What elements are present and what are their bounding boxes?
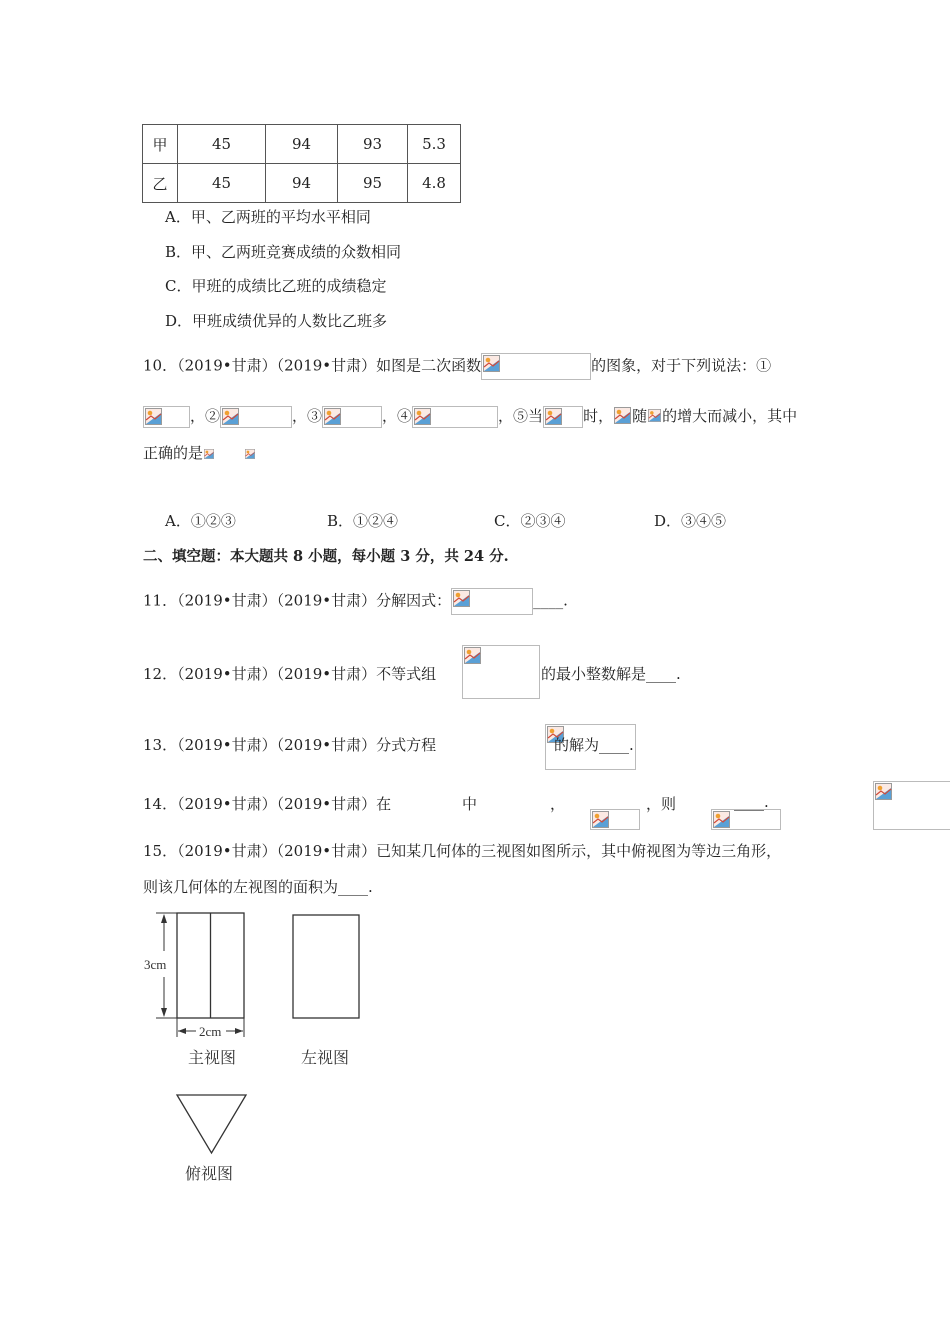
left-view bbox=[293, 915, 359, 1018]
q14-tail: ____. bbox=[734, 793, 769, 811]
broken-image-icon bbox=[713, 811, 730, 828]
formula-image bbox=[481, 353, 591, 380]
q9-option-d: D．甲班成绩优异的人数比乙班多 bbox=[165, 312, 388, 330]
three-view-figure bbox=[140, 905, 380, 1195]
table-cell: 45 bbox=[178, 125, 266, 164]
formula-image bbox=[462, 645, 540, 699]
table-cell: 95 bbox=[338, 164, 408, 203]
formula-image bbox=[873, 781, 950, 830]
q10-option-b: B．①②④ bbox=[327, 512, 399, 530]
formula-image bbox=[244, 443, 255, 465]
formula-image bbox=[412, 406, 498, 428]
section-heading: 二、填空题：本大题共 8 小题，每小题 3 分，共 24 分. bbox=[143, 548, 509, 565]
q9-option-c: C．甲班的成绩比乙班的成绩稳定 bbox=[165, 277, 387, 295]
q10-sui: 随 bbox=[632, 407, 648, 425]
q11-tail: ____. bbox=[533, 591, 568, 610]
q10-option-a: A．①②③ bbox=[165, 512, 236, 530]
front-view bbox=[156, 913, 244, 1037]
q10-tail: 的图象，对于下列说法：① bbox=[591, 356, 772, 375]
table-cell: 5.3 bbox=[408, 125, 461, 164]
table-cell: 乙 bbox=[143, 164, 178, 203]
q10-line3-text: 正确的是 bbox=[143, 444, 204, 462]
height-label: 3cm bbox=[144, 957, 167, 972]
q9-option-b: B．甲、乙两班竞赛成绩的众数相同 bbox=[165, 243, 402, 261]
table-row bbox=[143, 164, 461, 203]
q14-mid: 中 bbox=[462, 795, 478, 813]
table-row bbox=[143, 125, 461, 164]
q10-line1 bbox=[143, 353, 771, 380]
q10-line3 bbox=[143, 442, 255, 465]
broken-image-icon bbox=[145, 408, 162, 425]
q13-tail: 的解为____. bbox=[554, 736, 634, 754]
q14-lead: 14．（2019•甘肃）（2019•甘肃）在 bbox=[143, 795, 392, 813]
broken-image-icon bbox=[875, 783, 892, 800]
broken-image-icon bbox=[614, 407, 631, 424]
formula-image bbox=[590, 809, 640, 830]
broken-image-icon bbox=[545, 408, 562, 425]
q15-line1: 15．（2019•甘肃）（2019•甘肃）已知某几何体的三视图如图所示，其中俯视图为等边三角形， bbox=[143, 842, 782, 860]
q11-lead: 11．（2019•甘肃）（2019•甘肃）分解因式： bbox=[143, 591, 452, 610]
score-table bbox=[142, 124, 461, 203]
q10-sep: ，② bbox=[190, 407, 221, 425]
width-label: 2cm bbox=[199, 1024, 222, 1039]
left-view-label: 左视图 bbox=[301, 1048, 350, 1067]
table-cell: 45 bbox=[178, 164, 266, 203]
top-view bbox=[177, 1095, 246, 1153]
formula-image bbox=[613, 406, 632, 428]
formula-image bbox=[543, 406, 583, 428]
table-cell: 93 bbox=[338, 125, 408, 164]
q15-line2: 则该几何体的左视图的面积为____. bbox=[143, 878, 373, 896]
q10-sep: ，⑤当 bbox=[498, 407, 544, 425]
q10-line2 bbox=[143, 405, 797, 428]
broken-image-icon bbox=[464, 647, 481, 664]
formula-image bbox=[143, 406, 190, 428]
broken-image-icon bbox=[324, 408, 341, 425]
formula-image bbox=[711, 809, 781, 830]
broken-image-icon bbox=[204, 444, 214, 464]
broken-image-icon bbox=[483, 355, 500, 372]
broken-image-icon bbox=[245, 444, 255, 464]
formula-image bbox=[203, 443, 214, 465]
formula-image bbox=[322, 406, 382, 428]
q12-lead: 12．（2019•甘肃）（2019•甘肃）不等式组 bbox=[143, 665, 437, 683]
q13-lead: 13．（2019•甘肃）（2019•甘肃）分式方程 bbox=[143, 736, 437, 754]
q14-comma: ， bbox=[550, 795, 566, 813]
broken-image-icon bbox=[453, 590, 470, 607]
q10-option-d: D．③④⑤ bbox=[654, 512, 727, 530]
formula-image bbox=[220, 406, 292, 428]
q10-rest: 的增大而减小，其中 bbox=[662, 407, 798, 425]
q10-sep: ，③ bbox=[292, 407, 323, 425]
q10-lead: 10．（2019•甘肃）（2019•甘肃）如图是二次函数 bbox=[143, 356, 482, 375]
broken-image-icon bbox=[414, 408, 431, 425]
q12-tail: 的最小整数解是____. bbox=[541, 665, 681, 683]
q11 bbox=[143, 588, 568, 615]
q10-option-c: C．②③④ bbox=[494, 512, 566, 530]
q9-option-a: A．甲、乙两班的平均水平相同 bbox=[165, 208, 371, 226]
q10-when: 时， bbox=[583, 407, 614, 425]
table-cell: 94 bbox=[266, 164, 338, 203]
top-view-label: 俯视图 bbox=[185, 1164, 234, 1183]
table-cell: 94 bbox=[266, 125, 338, 164]
q10-sep: ，④ bbox=[382, 407, 413, 425]
broken-image-icon bbox=[592, 811, 609, 828]
table-cell: 4.8 bbox=[408, 164, 461, 203]
front-view-label: 主视图 bbox=[188, 1048, 237, 1067]
q14-then: ，则 bbox=[646, 795, 677, 813]
table-cell: 甲 bbox=[143, 125, 178, 164]
broken-image-icon bbox=[222, 408, 239, 425]
formula-image bbox=[451, 588, 533, 615]
broken-image-icon bbox=[648, 407, 661, 424]
formula-image bbox=[647, 406, 662, 428]
